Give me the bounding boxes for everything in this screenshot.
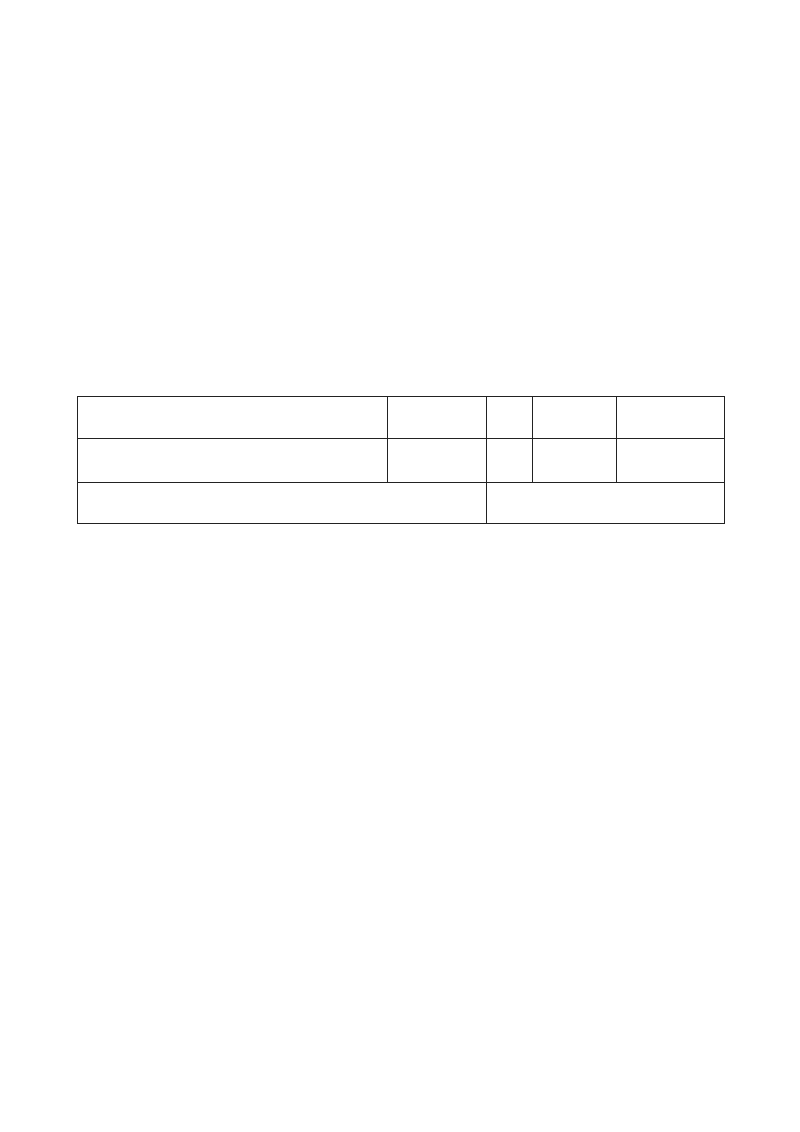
header-unit xyxy=(387,397,487,439)
header-price xyxy=(533,397,617,439)
items-table xyxy=(77,396,725,524)
header-quantity xyxy=(487,397,533,439)
header-product xyxy=(78,397,388,439)
header-delivery xyxy=(617,397,725,439)
cell-delivery xyxy=(617,439,725,483)
cell-unit xyxy=(387,439,487,483)
cell-product xyxy=(78,439,388,483)
total-number-cell xyxy=(487,483,725,524)
cell-price xyxy=(533,439,617,483)
total-words-cell xyxy=(78,483,487,524)
table-total-row xyxy=(78,483,725,524)
cell-quantity xyxy=(487,439,533,483)
table-header-row xyxy=(78,397,725,439)
table-row xyxy=(78,439,725,483)
